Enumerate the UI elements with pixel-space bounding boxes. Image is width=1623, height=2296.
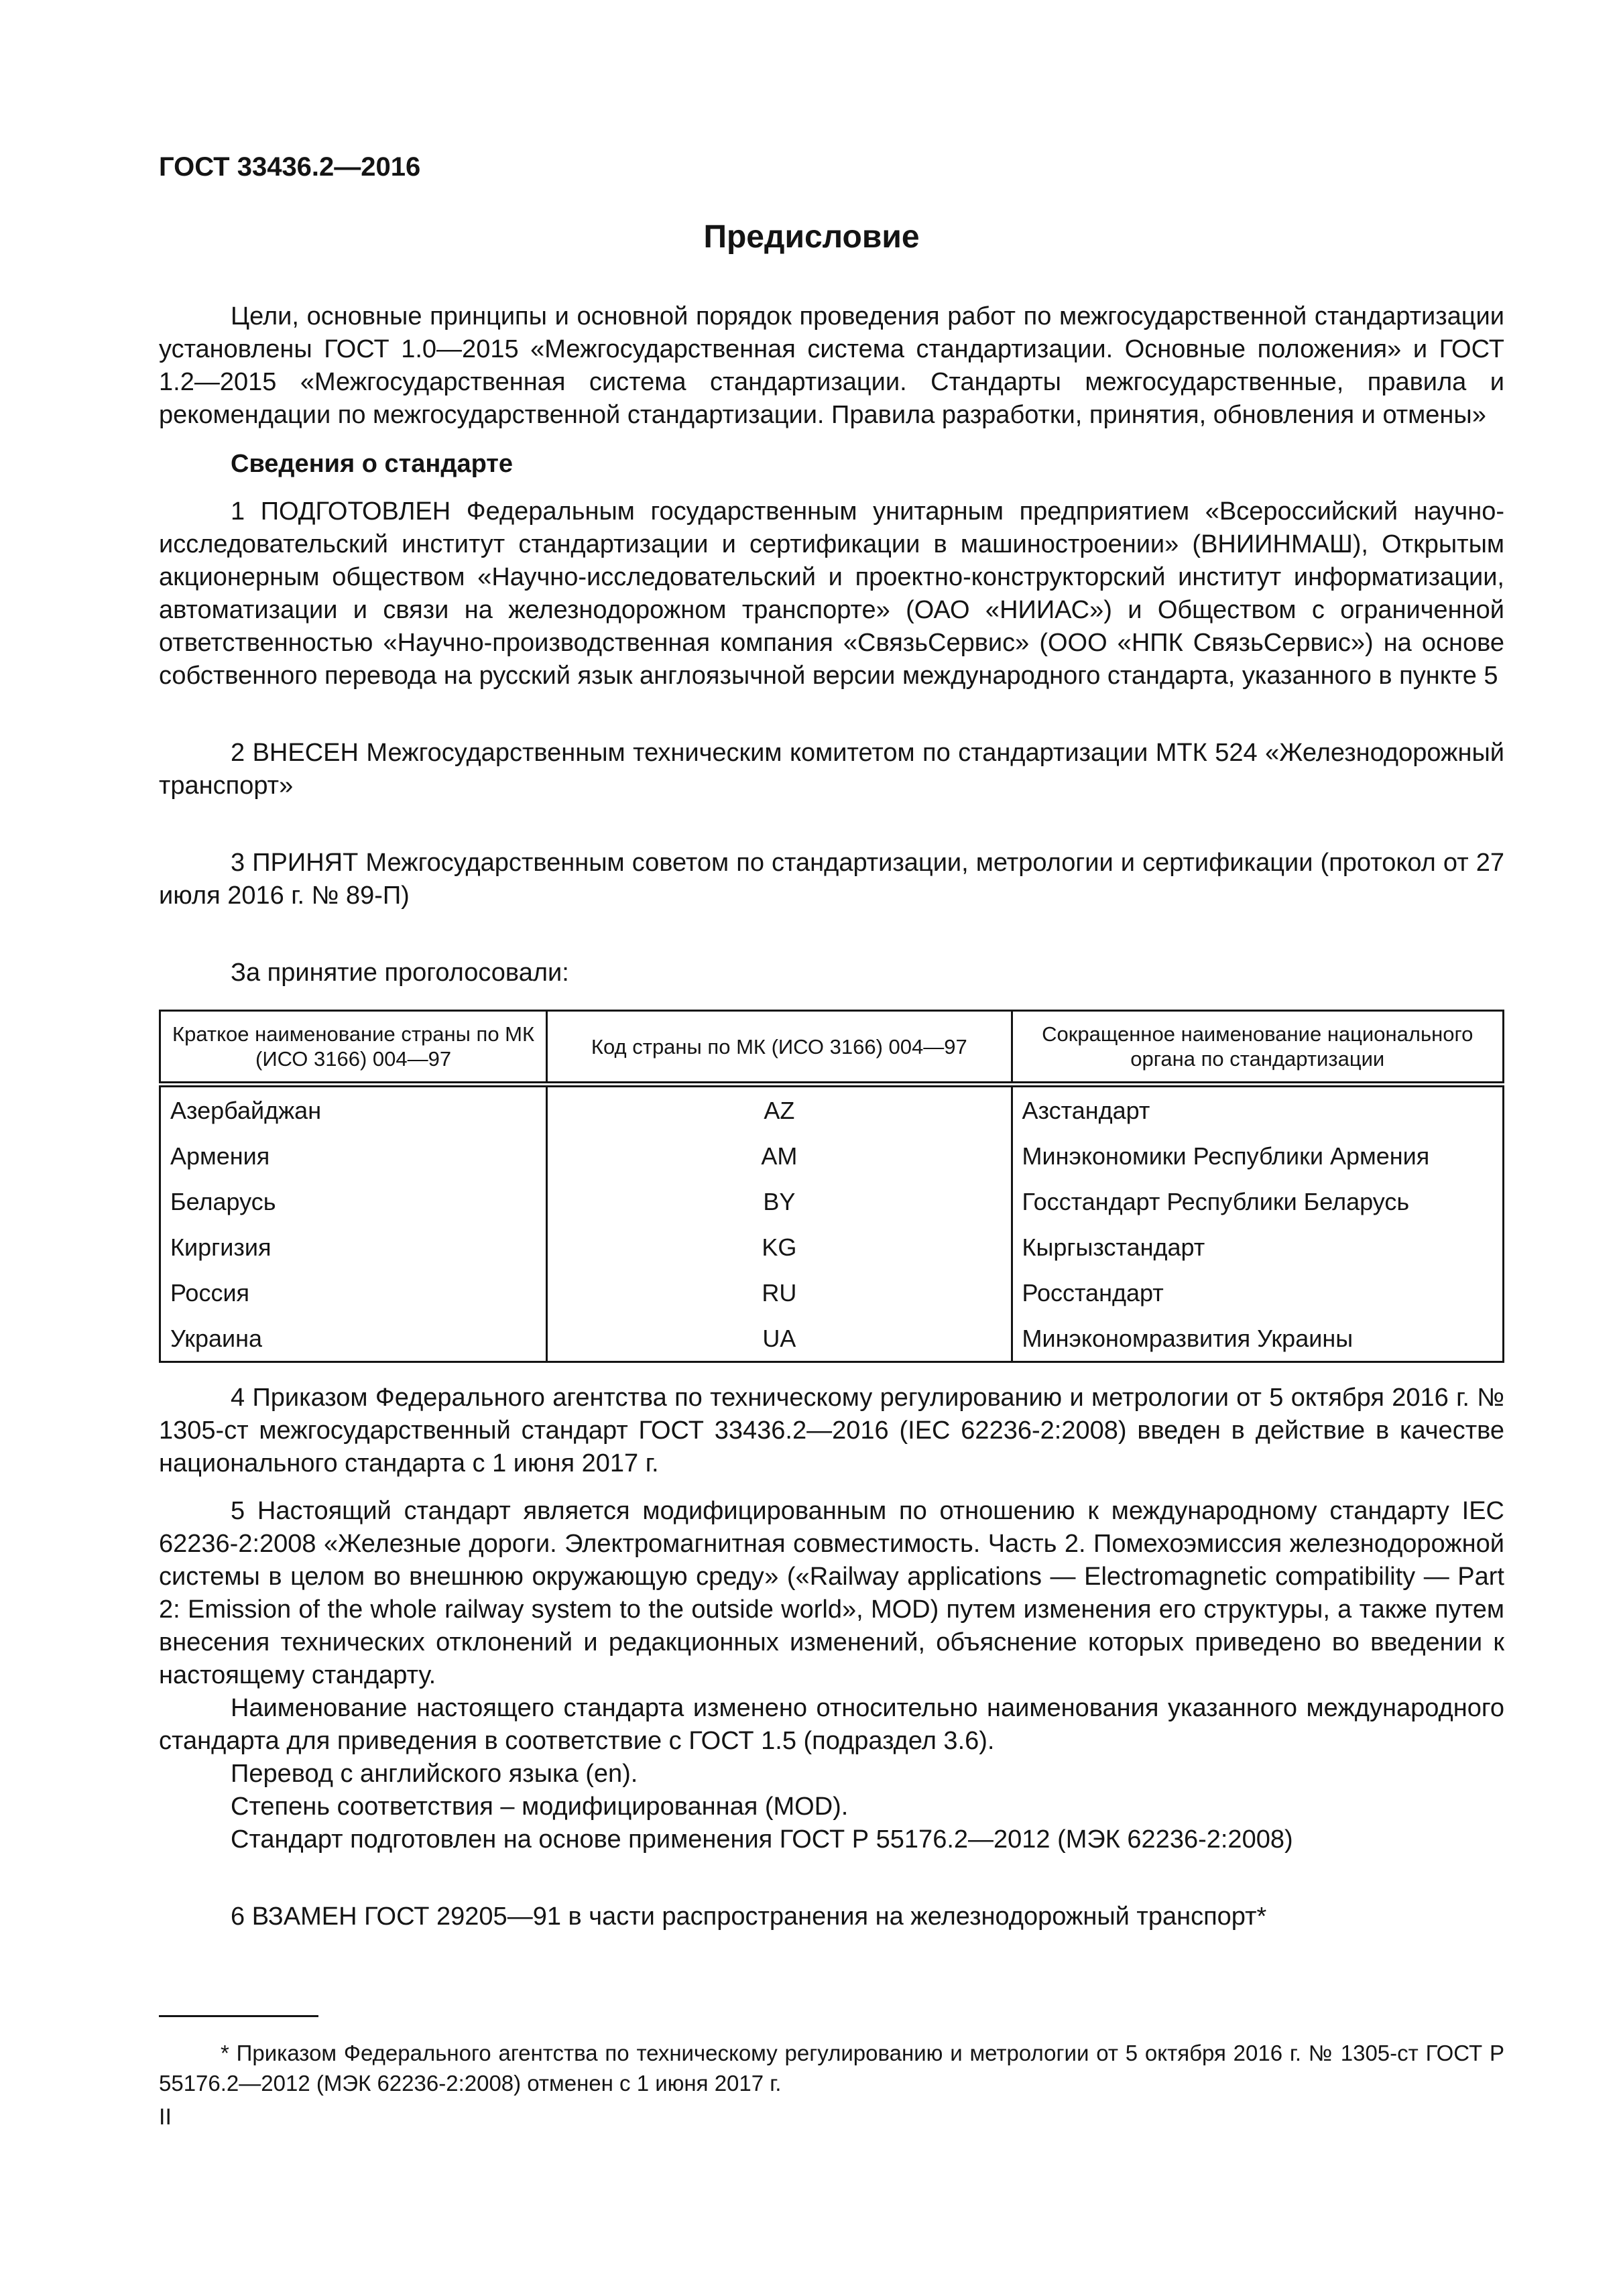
section-heading: Сведения о стандарте bbox=[231, 450, 514, 478]
table-header-row bbox=[160, 1011, 1504, 1085]
item-5-degree: Степень соответствия – модифицированная (MOD). bbox=[231, 1793, 849, 1821]
table-row bbox=[160, 1270, 1504, 1315]
table-cell-country: Украина bbox=[160, 1315, 547, 1362]
table-row bbox=[160, 1315, 1504, 1362]
item-2-introduced: 2 ВНЕСЕН Межгосударственным техническим комитетом по стандартизации МТК 524 «Железнодорожный транспорт» bbox=[159, 739, 1504, 800]
table-row bbox=[160, 1133, 1504, 1179]
table-cell-body: Минэкономики Республики Армения bbox=[1012, 1133, 1503, 1179]
table-cell-code: RU bbox=[547, 1270, 1012, 1315]
vote-intro: За принятие проголосовали: bbox=[231, 959, 569, 987]
table-cell-country: Армения bbox=[160, 1133, 547, 1179]
footnote-divider bbox=[159, 2015, 318, 2017]
table-cell-country: Азербайджан bbox=[160, 1085, 547, 1134]
item-5-translation: Перевод с английского языка (en). bbox=[231, 1760, 638, 1788]
table-cell-code: KG bbox=[547, 1224, 1012, 1270]
item-5-name-change: Наименование настоящего стандарта изменено относительно наименования указанного международного стандарта для приведения в соответствие с ГОСТ 1.5 (подраздел 3.6). bbox=[159, 1694, 1504, 1755]
item-6-replaces: 6 ВЗАМЕН ГОСТ 29205—91 в части распространения на железнодорожный транспорт* bbox=[231, 1902, 1267, 1931]
vote-table bbox=[159, 1010, 1504, 1363]
table-cell-country: Россия bbox=[160, 1270, 547, 1315]
table-row bbox=[160, 1224, 1504, 1270]
table-header-code: Код страны по МК (ИСО 3166) 004—97 bbox=[547, 1011, 1012, 1085]
table-header-country: Краткое наименование страны по МК (ИСО 3166) 004—97 bbox=[160, 1011, 547, 1085]
table-cell-body: Минэкономразвития Украины bbox=[1012, 1315, 1503, 1362]
page-title: Предисловие bbox=[703, 219, 920, 255]
footnote: * Приказом Федерального агентства по техническому регулированию и метрологии от 5 октября 2016 г. № 1305-ст ГОСТ Р 55176.2—2012 (МЭК 62236-2:2008) отменен с 1 июня 2017 г. bbox=[159, 2041, 1504, 2096]
table-row bbox=[160, 1085, 1504, 1134]
document-code: ГОСТ 33436.2—2016 bbox=[159, 152, 421, 182]
table-cell-body: Азстандарт bbox=[1012, 1085, 1503, 1134]
table-cell-body: Росстандарт bbox=[1012, 1270, 1503, 1315]
table-cell-code: BY bbox=[547, 1179, 1012, 1224]
table-cell-code: UA bbox=[547, 1315, 1012, 1362]
table-cell-code: AM bbox=[547, 1133, 1012, 1179]
table-header-body: Сокращенное наименование национального органа по стандартизации bbox=[1012, 1011, 1503, 1085]
table-cell-country: Киргизия bbox=[160, 1224, 547, 1270]
page-number: II bbox=[159, 2104, 172, 2130]
item-3-adopted: 3 ПРИНЯТ Межгосударственным советом по стандартизации, метрологии и сертификации (протокол от 27 июля 2016 г. № 89-П) bbox=[159, 849, 1504, 910]
table-row bbox=[160, 1179, 1504, 1224]
main-content bbox=[159, 300, 1504, 1933]
item-4-order: 4 Приказом Федерального агентства по техническому регулированию и метрологии от 5 октября 2016 г. № 1305-ст межгосударственный стандарт ГОСТ 33436.2—2016 (IEC 62236-2:2008) введен в действие в качестве национального стандарта с 1 июня 2017 г. bbox=[159, 1384, 1504, 1477]
item-5-basis: Стандарт подготовлен на основе применения ГОСТ Р 55176.2—2012 (МЭК 62236-2:2008) bbox=[231, 1825, 1293, 1854]
table-cell-body: Госстандарт Республики Беларусь bbox=[1012, 1179, 1503, 1224]
table-cell-body: Кыргызстандарт bbox=[1012, 1224, 1503, 1270]
item-1-prepared: 1 ПОДГОТОВЛЕН Федеральным государственным унитарным предприятием «Всероссийский научно-исследовательский институт стандартизации и сертификации в машиностроении» (ВНИИНМАШ), Открытым акционерным обществом «Научно-исследовательский и проектно-конструкторский институт информатизации, автоматизации и связи на железнодорожном транспорте» (ОАО «НИИАС») и Обществом с ограниченной ответственностью «Научно-производственная компания «СвязьСервис» (ООО «НПК СвязьСервис») на основе собственного перевода на русский язык англоязычной версии международного стандарта, указанного в пункте 5 bbox=[159, 497, 1504, 690]
table-cell-code: AZ bbox=[547, 1085, 1012, 1134]
table-cell-country: Беларусь bbox=[160, 1179, 547, 1224]
item-5-modified: 5 Настоящий стандарт является модифицированным по отношению к международному стандарту IEC 62236-2:2008 «Железные дороги. Электромагнитная совместимость. Часть 2. Помехоэмиссия железнодорожной системы в целом во внешнюю окружающую среду» («Railway applications — Electromagnetic compatibility — Part 2: Emission of the whole railway system to the outside world», MOD) путем изменения его структуры, а также путем внесения технических отклонений и редакционных изменений, объяснение которых приведено во введении к настоящему стандарту. bbox=[159, 1497, 1504, 1689]
intro-paragraph: Цели, основные принципы и основной порядок проведения работ по межгосударственной стандартизации установлены ГОСТ 1.0—2015 «Межгосударственная система стандартизации. Основные положения» и ГОСТ 1.2—2015 «Межгосударственная система стандартизации. Стандарты межгосударственные, правила и рекомендации по межгосударственной стандартизации. Правила разработки, принятия, обновления и отмены» bbox=[159, 302, 1504, 429]
